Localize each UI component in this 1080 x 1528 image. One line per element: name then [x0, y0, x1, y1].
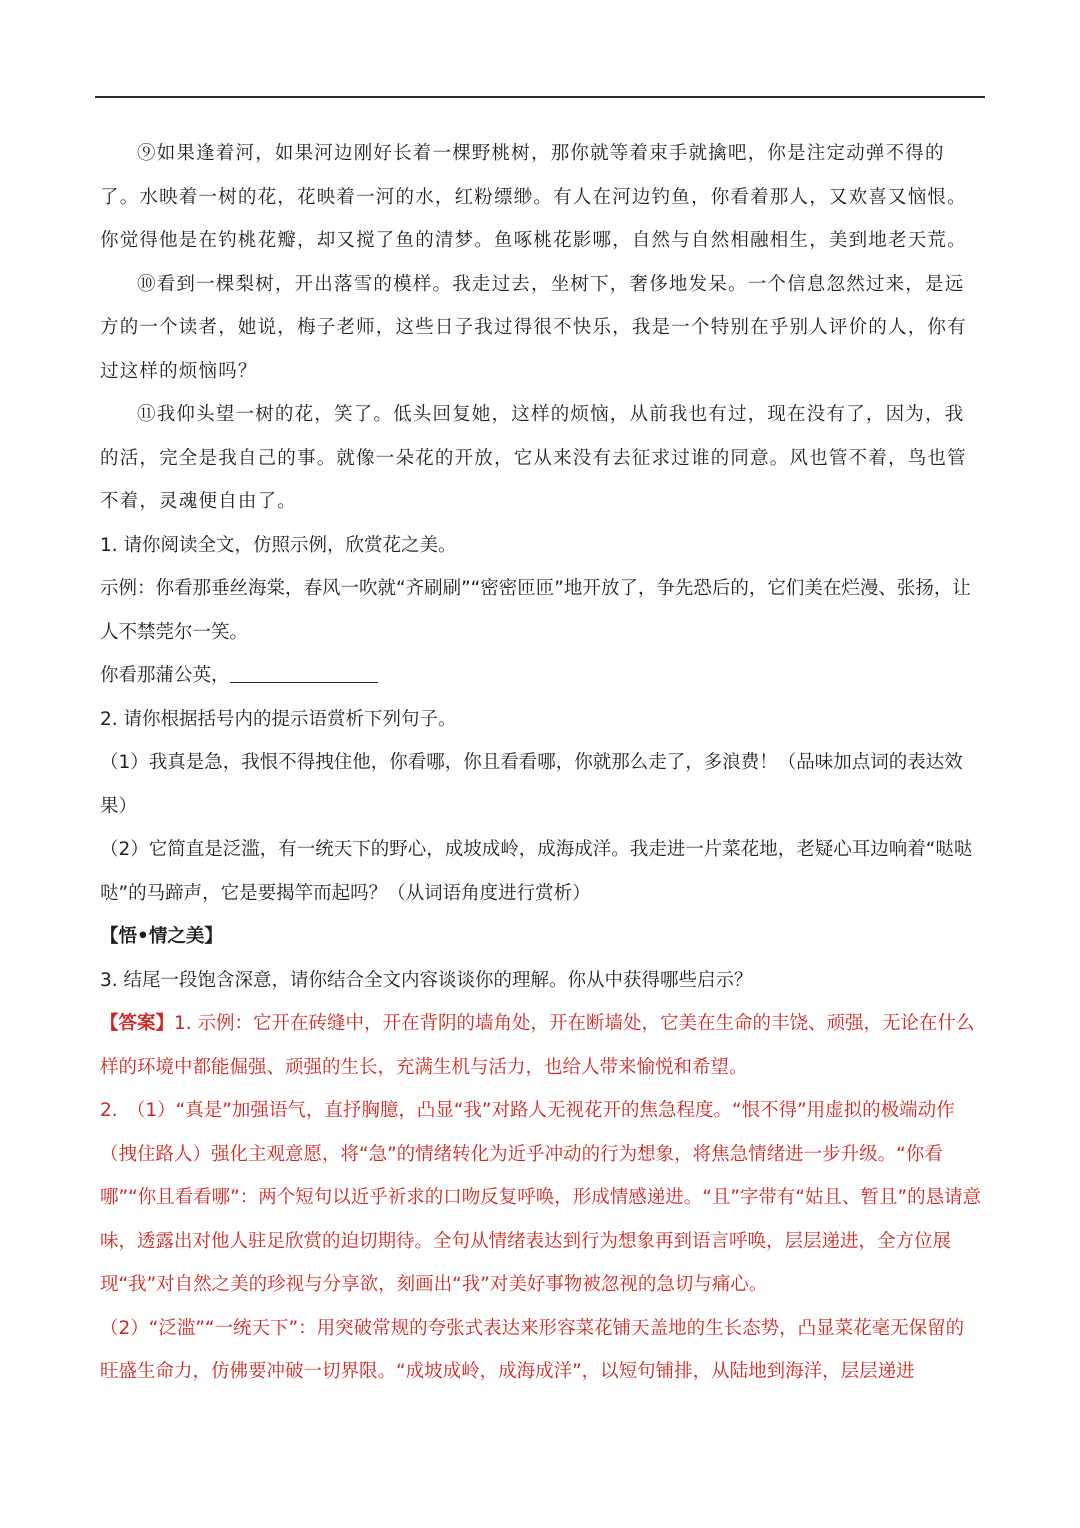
- answer-1-line: [100, 1002, 982, 1089]
- answer-tag: 【答案】: [100, 1013, 175, 1034]
- section-heading: 【悟•情之美】: [100, 926, 223, 947]
- paragraph-9: ⑨如果逢着河，如果河边刚好长着一棵野桃树，那你就等着束手就擒吧，你是注定动弹不得的了。水映着一树的花，花映着一河的水，红粉缥缈。有人在河边钓鱼，你看着那人，又欢喜又恼恨。你觉得他是在钓桃花瓣，却又搅了鱼的清梦。鱼啄桃花影哪，自然与自然相融相生，美到地老天荒。: [100, 143, 967, 251]
- question-1-prompt-line: [100, 654, 982, 698]
- answer-2-2: （2）“泛滥”“一统天下”：用突破常规的夸张式表达来形容菜花铺天盖地的生长态势，凸显菜花毫无保留的旺盛生命力，仿佛要冲破一切界限。“成坡成岭，成海成洋”，以短句铺排，从陆地到海洋，层层递进: [100, 1317, 965, 1382]
- question-1-example: 示例：你看那垂丝海棠，春风一吹就“齐刷刷”“密密匝匝”地开放了，争先恐后的，它们美在烂漫、张扬，让人不禁莞尔一笑。: [100, 578, 971, 643]
- question-2: 2. 请你根据括号内的提示语赏析下列句子。: [100, 708, 457, 730]
- header-rule: [95, 96, 985, 98]
- document-body: [100, 132, 982, 1394]
- question-1-prompt: 你看那蒲公英，: [100, 665, 230, 686]
- answer-blank: [230, 664, 378, 683]
- question-3: 3. 结尾一段饱含深意，请你结合全文内容谈谈你的理解。你从中获得哪些启示？: [100, 969, 753, 991]
- question-2-1: （1）我真是急，我恨不得拽住他，你看哪，你且看看哪，你就那么走了，多浪费！（品味加点词的表达效果）: [100, 752, 963, 817]
- paragraph-11: ⑪我仰头望一树的花，笑了。低头回复她，这样的烦恼，从前我也有过，现在没有了，因为，我的活，完全是我自己的事。就像一朵花的开放，它从来没有去征求过谁的同意。风也管不着，鸟也管不着，灵魂便自由了。: [100, 404, 967, 512]
- paragraph-10: ⑩看到一棵梨树，开出落雪的模样。我走过去，坐树下，奢侈地发呆。一个信息忽然过来，是远方的一个读者，她说，梅子老师，这些日子我过得很不快乐，我是一个特别在乎别人评价的人，你有过这样的烦恼吗？: [100, 273, 967, 382]
- question-2-2: （2）它简直是泛滥，有一统天下的野心，成坡成岭，成海成洋。我走进一片菜花地，老疑心耳边响着“哒哒哒”的马蹄声，它是要揭竿而起吗？（从词语角度进行赏析）: [100, 839, 973, 904]
- answer-1: 1. 示例：它开在砖缝中，开在背阴的墙角处，开在断墙处，它美在生命的丰饶、顽强，无论在什么样的环境中都能倔强、顽强的生长，充满生机与活力，也给人带来愉悦和希望。: [100, 1013, 975, 1078]
- question-1: 1. 请你阅读全文，仿照示例，欣赏花之美。: [100, 534, 457, 556]
- answer-2-1: 2. （1）“真是”加强语气，直抒胸臆，凸显“我”对路人无视花开的焦急程度。“恨不得”用虚拟的极端动作（拽住路人）强化主观意愿，将“急”的情绪转化为近乎冲动的行为想象，将焦急情绪进一步升级。“你看哪”“你且看看哪”：两个短句以近乎祈求的口吻反复呼唤，形成情感递进。“且”字带有“姑且、暂且”的恳请意味，透露出对他人驻足欣赏的迫切期待。全句从情绪表达到行为想象再到语言呼唤，层层递进，全方位展现“我”对自然之美的珍视与分享欲，刻画出“我”对美好事物被忽视的急切与痛心。: [100, 1100, 982, 1295]
